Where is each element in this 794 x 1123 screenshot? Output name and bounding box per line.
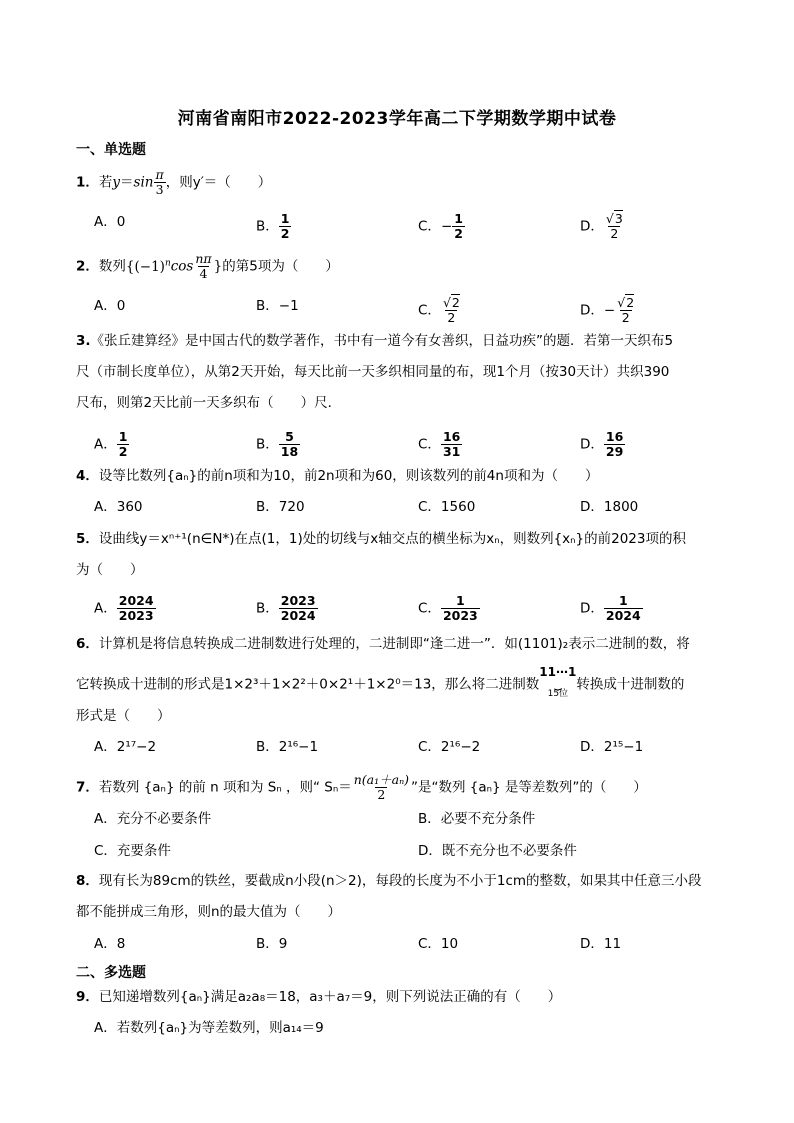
question-text: 设曲线y＝xⁿ⁺¹(n∈N*)在点(1，1)处的切线与x轴交点的横坐标为xₙ，则数列{xₙ}的前2023项的积 xyxy=(98,531,686,547)
option-b: B． $\frac{1}{2}$ xyxy=(256,211,290,241)
question-text: 已知递增数列{aₙ}满足a₂a₈＝18，a₃＋a₇＝9，则下列说法正确的有（ ） xyxy=(98,989,562,1005)
question-text: 转换成十进制数的 xyxy=(576,676,685,693)
question-text: ，则y′＝（ ） xyxy=(165,174,272,191)
question-8-line-1 xyxy=(76,871,702,891)
question-number: 8． xyxy=(76,873,99,889)
option-a: A．2¹⁷−2 xyxy=(94,739,157,755)
option-b: B．2¹⁶−1 xyxy=(256,739,319,755)
question-text: 它转换成十进制的形式是1×2³＋1×2²＋0×2¹＋1×2⁰＝13，那么将二进制数 xyxy=(76,676,540,693)
question-number: 3. xyxy=(76,333,91,349)
option-c: C．充要条件 xyxy=(94,843,171,859)
question-7: 7．若数列 {aₙ} 的前 n 项和为 Sₙ ，则“ Sₙ＝ $\frac{\text{n(a₁＋aₙ)}}{2}$ ”是“数列 {aₙ} 是等差数列”的（ ） xyxy=(76,772,647,802)
option-b: B．−1 xyxy=(256,298,299,314)
question-number: 2． xyxy=(76,258,99,275)
option-a: A．360 xyxy=(94,499,143,515)
question-5-line-2: 为（ ） xyxy=(76,562,144,578)
option-d: D．− $\frac{√2}{2}$ xyxy=(580,295,635,325)
option-d: D．1800 xyxy=(580,499,639,515)
question-5-line-1 xyxy=(76,529,686,549)
question-2: 2．数列{$(-1)^n\cos$ $\frac{n\pi}{4}$ }的第5项为（ ） xyxy=(76,251,339,281)
option-d: D．既不充分也不必要条件 xyxy=(418,843,577,859)
option-b: B． $\frac{5}{18}$ xyxy=(256,429,299,459)
formula: y xyxy=(112,174,121,191)
option-c: C．− $\frac{1}{2}$ xyxy=(418,211,463,241)
question-number: 1． xyxy=(76,174,99,191)
option-b: B．720 xyxy=(256,499,305,515)
option-a: A．0 xyxy=(94,298,126,314)
option-a: A．若数列{aₙ}为等差数列，则a₁₄＝9 xyxy=(94,1020,324,1036)
question-number: 6． xyxy=(76,636,99,652)
question-text: 若 xyxy=(98,174,113,191)
question-6-line-3: 形式是（ ） xyxy=(76,708,171,724)
section-single-choice: 一、单选题 xyxy=(76,142,146,158)
question-text: 计算机是将信息转换成二进制数进行处理的，二进制即“逢二进一”．如(1101)₂表示二进制的数，将 xyxy=(98,636,690,652)
question-6-line-1 xyxy=(76,634,690,654)
option-c: C． $\frac{1}{2023}$ xyxy=(418,593,478,623)
question-number: 7． xyxy=(76,779,99,796)
page-title: 河南省南阳市2022-2023学年高二下学期数学期中试卷 xyxy=(177,109,617,129)
question-text: 的第5项为（ ） xyxy=(222,258,339,275)
option-c: C． $\frac{16}{31}$ xyxy=(418,429,461,459)
option-d: D．11 xyxy=(580,936,622,952)
section-multi-choice: 二、多选题 xyxy=(76,965,146,981)
option-c: C． $\frac{√2}{2}$ xyxy=(418,295,460,325)
question-8-line-2: 都不能拼成三角形，则n的最大值为（ ） xyxy=(76,904,342,920)
binary-number: 11⋯1 ⏟ 15位 xyxy=(539,665,577,699)
option-a: A． $\frac{2024}{2023}$ xyxy=(94,593,154,623)
option-a: A．充分不必要条件 xyxy=(94,811,212,827)
question-number: 4． xyxy=(76,468,99,484)
question-3-line-2: 尺（市制长度单位），从第2天开始，每天比前一天多织相同量的布，现1个月（按30天计）共织390 xyxy=(76,364,670,380)
question-text: ”是“数列 {aₙ} 是等差数列”的（ ） xyxy=(411,779,647,796)
option-d: D． $\frac{√3}{2}$ xyxy=(580,211,623,241)
option-c: C．10 xyxy=(418,936,459,952)
option-c: C．1560 xyxy=(418,499,476,515)
question-1: 1．若y＝sin $\frac{\pi}{3}$ ，则y′＝（ ） xyxy=(76,167,272,197)
option-d: D．2¹⁵−1 xyxy=(580,739,644,755)
option-b: B．必要不充分条件 xyxy=(418,811,536,827)
question-4 xyxy=(76,466,598,486)
option-b: B． $\frac{2023}{2024}$ xyxy=(256,593,316,623)
question-text: 《张丘建算经》是中国古代的数学著作，书中有一道今有女善织，日益功疾”的题．若第一天织布5 xyxy=(90,333,674,349)
question-9 xyxy=(76,987,561,1007)
question-text: 设等比数列{aₙ}的前n项和为10，前2n项和为60，则该数列的前4n项和为（ ） xyxy=(98,468,599,484)
option-a: A． $\frac{1}{2}$ xyxy=(94,429,128,459)
question-text: 数列 xyxy=(98,258,126,275)
question-6-line-2 xyxy=(76,665,685,701)
question-3-line-1 xyxy=(76,331,673,351)
option-d: D． $\frac{1}{2024}$ xyxy=(580,593,641,623)
question-number: 9． xyxy=(76,989,99,1005)
question-text: 若数列 {aₙ} 的前 n 项和为 Sₙ ，则“ Sₙ＝ xyxy=(98,779,352,796)
question-3-line-3: 尺布，则第2天比前一天多织布（ ）尺． xyxy=(76,395,342,411)
option-b: B．9 xyxy=(256,936,288,952)
option-a: A．0 xyxy=(94,214,126,230)
option-d: D． $\frac{16}{29}$ xyxy=(580,429,624,459)
question-text: 现有长为89cm的铁丝，要截成n小段(n＞2)，每段的长度为不小于1cm的整数，如果其中任意三小段 xyxy=(98,873,702,889)
option-a: A．8 xyxy=(94,936,126,952)
question-number: 5． xyxy=(76,531,99,547)
option-c: C．2¹⁶−2 xyxy=(418,739,481,755)
